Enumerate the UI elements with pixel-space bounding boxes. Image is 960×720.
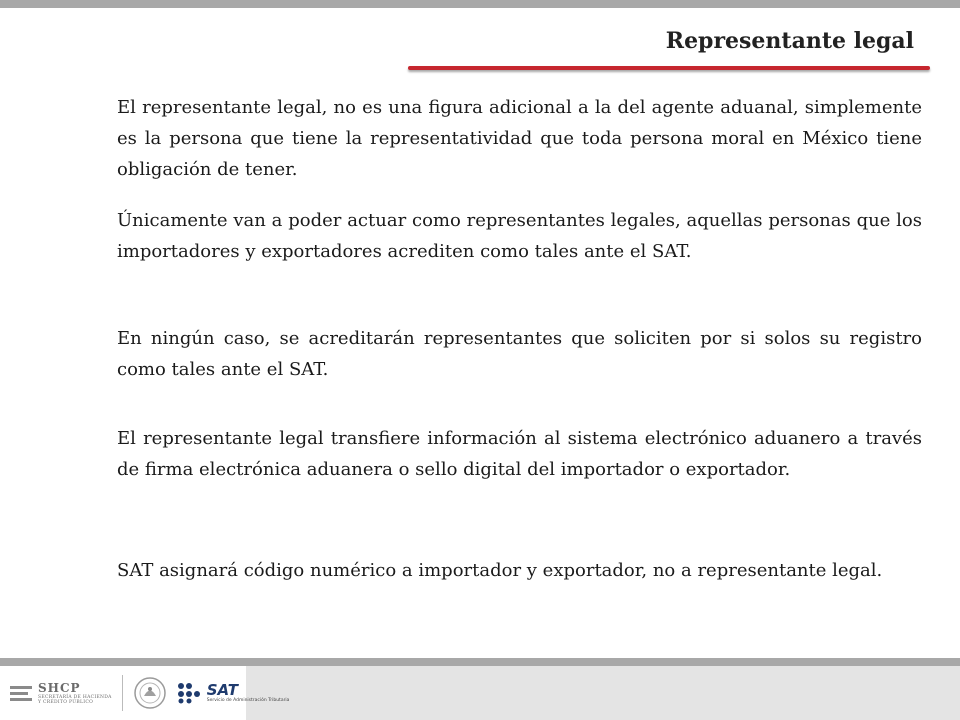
shcp-subtitle-1: SECRETARÍA DE HACIENDA xyxy=(38,695,112,700)
bottom-bar xyxy=(0,658,960,666)
paragraph-4: El representante legal transfiere información al sistema electrónico aduanero a través de firma electrónica aduanera o sello digital del importador o exportador. xyxy=(117,428,922,480)
sat-subtitle: Servicio de Administración Tributaria xyxy=(206,698,290,703)
national-seal-icon xyxy=(133,676,167,710)
logo-divider xyxy=(122,675,123,711)
footer-logos xyxy=(10,671,289,715)
shcp-logo xyxy=(10,681,112,705)
paragraph-3: En ningún caso, se acreditarán representantes que soliciten por si solos su registro como tales ante el SAT. xyxy=(117,328,922,380)
paragraph-1: El representante legal, no es una figura adicional a la del agente aduanal, simplemente es la persona que tiene la representatividad que toda persona moral en México tiene obligación de tener. xyxy=(117,97,922,180)
paragraph-2: Únicamente van a poder actuar como representantes legales, aquellas personas que los importadores y exportadores acrediten como tales ante el SAT. xyxy=(117,210,922,262)
footer-gray-panel xyxy=(246,666,960,720)
sat-name: SAT xyxy=(206,681,238,699)
shcp-subtitle-2: Y CRÉDITO PÚBLICO xyxy=(38,700,94,705)
top-bar xyxy=(0,0,960,8)
sat-dots-icon xyxy=(177,682,203,704)
sat-logo xyxy=(177,682,290,704)
slide-title: Representante legal xyxy=(665,28,914,54)
shcp-name: SHCP xyxy=(38,681,81,695)
paragraph-5: SAT asignará código numérico a importador y exportador, no a representante legal. xyxy=(117,560,883,581)
shcp-mark-icon xyxy=(10,686,32,701)
title-underline xyxy=(408,66,930,70)
